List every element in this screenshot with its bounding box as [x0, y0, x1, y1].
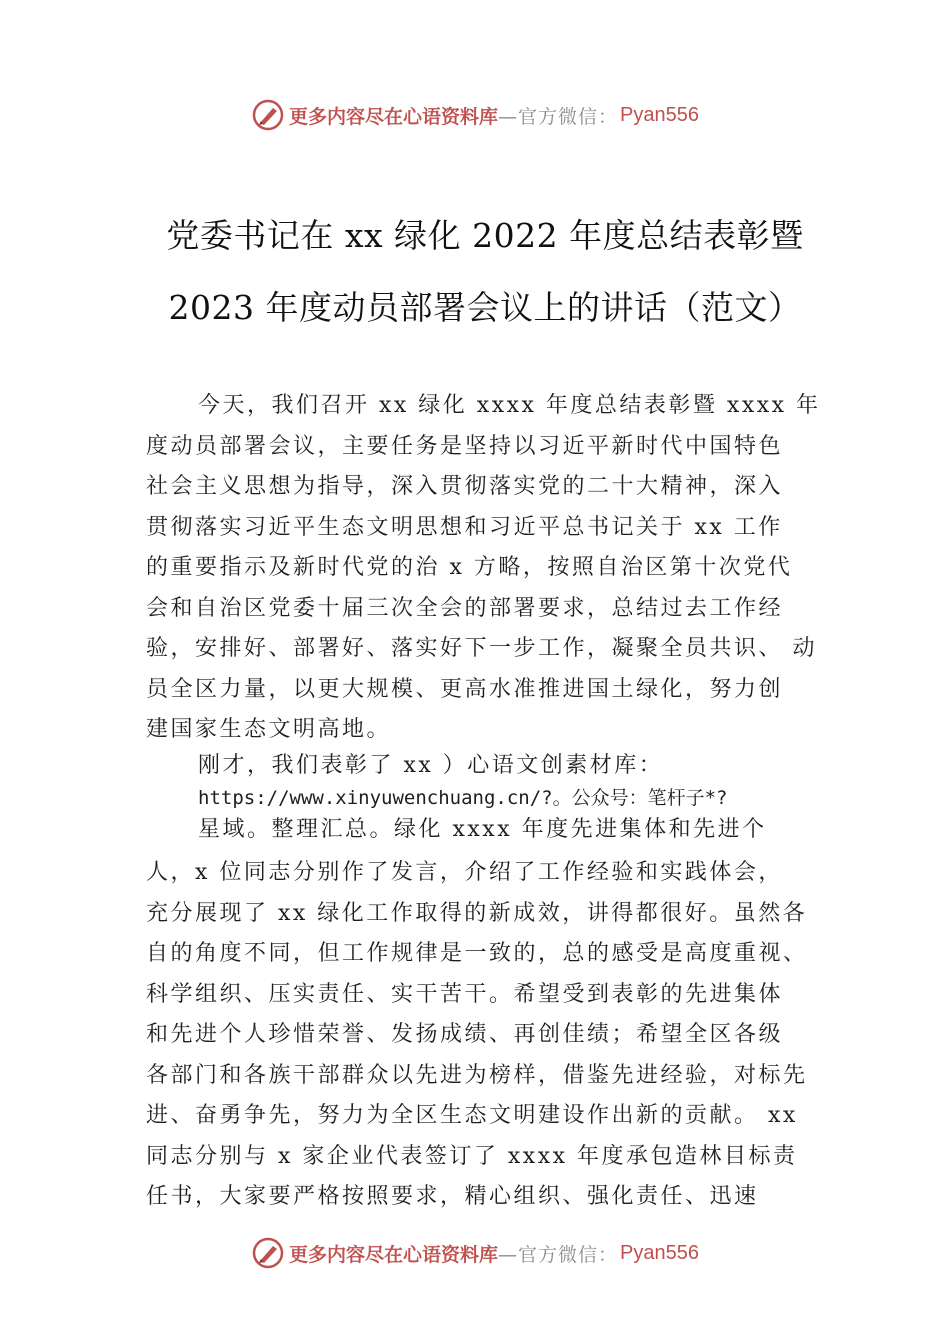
paragraph-line: 自的角度不同，但工作规律是一致的，总的感受是高度重视、: [146, 941, 808, 966]
banner-wechat-id: Pyan556: [620, 103, 699, 126]
paragraph-line: 充分展现了 xx 绿化工作取得的新成效，讲得都很好。虽然各: [146, 900, 808, 926]
banner-wechat-id: Pyan556: [620, 1241, 699, 1264]
document-title: [120, 200, 850, 344]
paragraph-line: 员全区力量，以更大规模、更高水准推进国土绿化，努力创: [146, 676, 784, 702]
paragraph-line: 验，安排好、部署好、落实好下一步工作，凝聚全员共识、 动: [146, 636, 817, 661]
paragraph-2-head: [198, 750, 838, 846]
paragraph-1: [146, 386, 826, 751]
paragraph-line: 同志分别与 x 家企业代表签订了 xxxx 年度承包造林目标责: [146, 1143, 798, 1169]
pen-logo-icon: [251, 1236, 285, 1270]
pen-logo-icon: [251, 98, 285, 132]
banner-wechat-label: —官方微信：: [498, 105, 619, 128]
paragraph-line: 建国家生态文明高地。: [146, 717, 392, 742]
paragraph-line: 刚才，我们表彰了 xx ）心语文创素材库：: [198, 753, 664, 778]
paragraph-line: 的重要指示及新时代党的治 x 方略，按照自治区第十次党代: [146, 555, 793, 580]
paragraph-line: 度动员部署会议，主要任务是坚持以习近平新时代中国特色: [146, 433, 784, 459]
title-line-1: 党委书记在 xx 绿化 2022 年度总结表彰暨: [166, 216, 804, 255]
paragraph-line: 贯彻落实习近平生态文明思想和习近平总书记关于 xx 工作: [146, 514, 783, 540]
paragraph-line: 任书，大家要严格按照要求，精心组织、强化责任、迅速: [146, 1184, 759, 1209]
banner-wechat-label: —官方微信：: [498, 1243, 619, 1266]
paragraph-line: 各部门和各族干部群众以先进为榜样，借鉴先进经验，对标先: [146, 1062, 808, 1088]
title-line-2: 2023 年度动员部署会议上的讲话（范文）: [168, 288, 802, 327]
paragraph-line: 会和自治区党委十届三次全会的部署要求，总结过去工作经: [146, 595, 784, 621]
watermark-url-line: https://www.xinyuwenchuang.cn/?。公众号：笔杆子*?: [198, 787, 728, 809]
paragraph-line: 科学组织、压实责任、实干苦干。希望受到表彰的先进集体: [146, 981, 784, 1007]
banner-title: 更多内容尽在心语资料库: [289, 105, 499, 128]
header-banner: [0, 95, 950, 135]
paragraph-2: [146, 853, 826, 1218]
paragraph-line: 社会主义思想为指导，深入贯彻落实党的二十大精神，深入: [146, 474, 784, 499]
paragraph-line: 今天，我们召开 xx 绿化 xxxx 年度总结表彰暨 xxxx 年: [198, 393, 821, 418]
paragraph-line: 进、奋勇争先，努力为全区生态文明建设作出新的贡献。 xx: [146, 1103, 798, 1128]
banner-title: 更多内容尽在心语资料库: [289, 1243, 499, 1266]
paragraph-line: 星域。整理汇总。绿化 xxxx 年度先进集体和先进个: [198, 817, 767, 842]
paragraph-line: 人，x 位同志分别作了发言，介绍了工作经验和实践体会，: [146, 860, 783, 885]
paragraph-line: 和先进个人珍惜荣誉、发扬成绩、再创佳绩；希望全区各级: [146, 1022, 784, 1047]
footer-banner: [0, 1233, 950, 1273]
